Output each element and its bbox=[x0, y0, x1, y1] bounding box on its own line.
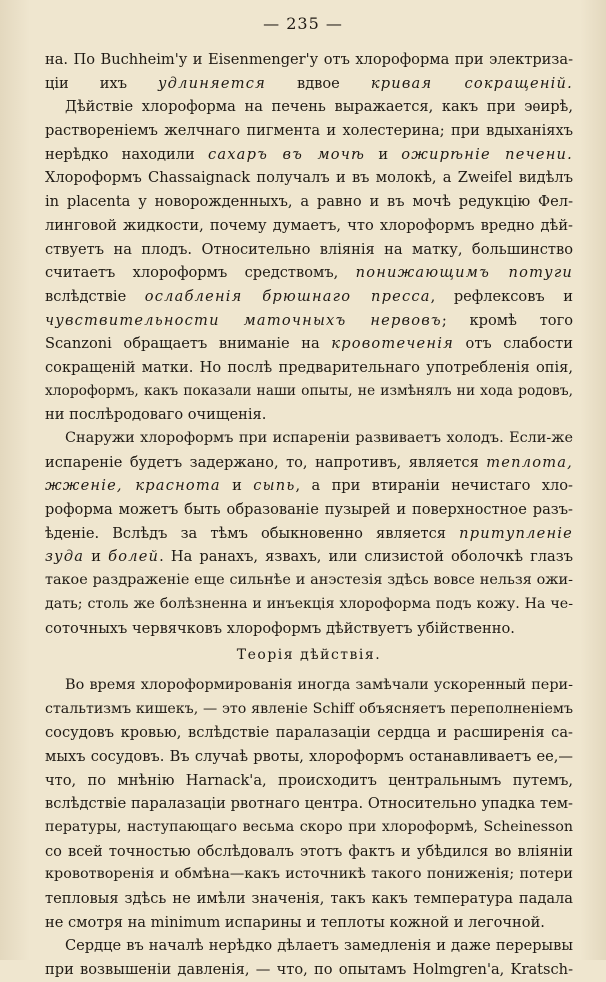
text-run: считаетъ хлороформъ средствомъ, bbox=[45, 264, 356, 282]
text-run: in placenta у новорожденныхъ, а равно и въ мочѣ редукцію Фел- bbox=[45, 193, 573, 211]
text-run: линговой жидкости, почему думаетъ, что хлороформъ вредно дѣй- bbox=[45, 216, 573, 234]
text-run: стальтизмъ кишекъ, — это явленіе Schiff объясняетъ переполненіемъ bbox=[45, 700, 573, 717]
text-line bbox=[45, 911, 573, 935]
text-run: ни послѣродоваго очищенія. bbox=[45, 406, 267, 424]
text-line bbox=[45, 285, 573, 309]
text-line bbox=[45, 309, 573, 333]
text-line bbox=[45, 238, 573, 262]
text-run: Scanzoni обращаетъ вниманіе на bbox=[45, 335, 332, 353]
emphasis-text: ожирѣніе печени. bbox=[401, 145, 573, 163]
text-run: соточныхъ червячковъ хлороформъ дѣйствуетъ убійственно. bbox=[45, 619, 515, 637]
text-line bbox=[45, 95, 573, 119]
emphasis-text: притупленіе bbox=[459, 524, 573, 542]
text-line bbox=[45, 48, 573, 72]
text-run: нерѣдко находили bbox=[45, 145, 208, 163]
text-line bbox=[45, 674, 573, 698]
emphasis-text: зуда bbox=[45, 548, 85, 566]
text-line bbox=[45, 840, 573, 864]
text-run: кровотворенія и обмѣна—какъ источникѣ такого пониженія; потери bbox=[45, 866, 573, 883]
text-line bbox=[45, 214, 573, 238]
text-line bbox=[45, 721, 573, 745]
text-run: ; кромѣ того bbox=[441, 311, 573, 329]
text-line bbox=[45, 380, 573, 404]
text-run: Дѣйствіе хлороформа на печень выражается, какъ при эѳирѣ, bbox=[65, 98, 573, 116]
text-line bbox=[45, 166, 573, 190]
text-line bbox=[45, 593, 573, 617]
text-line bbox=[45, 403, 573, 427]
text-line bbox=[45, 569, 573, 593]
text-line bbox=[45, 522, 573, 546]
text-run: пературы, наступающаго весьма скоро при хлороформѣ, Scheinesson bbox=[45, 819, 573, 836]
text-line bbox=[45, 545, 573, 569]
section-heading: Теорія дѣйствія. bbox=[236, 647, 382, 664]
text-run: Снаружи хлороформъ при испареніи развиваетъ холодъ. Если-же bbox=[65, 430, 573, 446]
text-run: хлороформъ, какъ показали наши опыты, не измѣнялъ ни хода родовъ, bbox=[45, 382, 573, 399]
text-line bbox=[45, 769, 573, 793]
text-line bbox=[45, 816, 573, 840]
text-run: ствуетъ на плодъ. Относительно вліянія на матку, большинство bbox=[45, 240, 573, 258]
text-run: на. По Buchheim'у и Eisenmenger'у отъ хлороформа при электриза- bbox=[45, 51, 573, 68]
text-line bbox=[45, 119, 573, 143]
text-line bbox=[45, 190, 573, 214]
text-run: мыхъ сосудовъ. Въ случаѣ рвоты, хлороформъ останавливаетъ ее,— bbox=[45, 747, 573, 765]
emphasis-text: понижающимъ потуги bbox=[355, 264, 573, 282]
text-run: не смотря на minimum испарины и теплоты кожной и легочной. bbox=[45, 913, 545, 931]
text-run: вслѣдствіе паралазаціи рвотнаго центра. Относительно упадка тем- bbox=[45, 795, 573, 813]
text-run: со всей точностью обслѣдовалъ этотъ фактъ и убѣдился во вліяніи bbox=[45, 842, 573, 860]
text-line bbox=[45, 474, 573, 498]
text-run: такое раздраженіе еще сильнѣе и анэстезія здѣсь вовсе нельзя ожи- bbox=[45, 572, 573, 589]
emphasis-text: болей bbox=[108, 548, 160, 566]
text-run: и bbox=[84, 548, 109, 566]
emphasis-text: жженіе, краснота bbox=[45, 477, 221, 495]
text-run: и bbox=[365, 145, 402, 163]
text-run: ціи ихъ bbox=[45, 74, 158, 92]
text-run: сосудовъ кровью, вслѣдствіе паралазаціи сердца и расширенія са- bbox=[45, 724, 573, 742]
text-line bbox=[45, 863, 573, 887]
text-line bbox=[45, 617, 573, 641]
emphasis-text: теплота, bbox=[486, 453, 573, 471]
text-run: и bbox=[220, 477, 254, 495]
text-line bbox=[45, 261, 573, 285]
text-line bbox=[45, 745, 573, 769]
text-line bbox=[45, 356, 573, 380]
page-number: — 235 — bbox=[263, 14, 343, 33]
emphasis-text: кривая сокращеній. bbox=[370, 74, 573, 92]
text-line bbox=[45, 958, 573, 982]
text-run: ѣденіе. Вслѣдъ за тѣмъ обыкновенно является bbox=[45, 524, 460, 542]
text-run: растворенiемъ желчнаго пигмента и холестерина; при вдыханiяхъ bbox=[45, 122, 573, 140]
text-run: при возвышеніи давленія, — что, по опытамъ Holmgren'а, Kratsch- bbox=[45, 961, 573, 979]
text-run: что, по мнѣнію Harnack'а, происходитъ центральнымъ путемъ, bbox=[45, 771, 573, 789]
emphasis-text: кровотеченія bbox=[331, 335, 454, 353]
emphasis-text: сахаръ въ мочѣ bbox=[207, 145, 366, 163]
text-line bbox=[45, 498, 573, 522]
text-line bbox=[45, 332, 573, 356]
text-run: сокращеній матки. Но послѣ предварительнаго употребленія опія, bbox=[45, 358, 573, 376]
text-line bbox=[45, 698, 573, 722]
text-run: , рефлексовъ и bbox=[430, 287, 573, 305]
text-line bbox=[45, 934, 573, 958]
emphasis-text: удлиняется bbox=[158, 74, 266, 92]
text-run: Во время хлороформированія иногда замѣчали ускоренный пери- bbox=[65, 676, 573, 693]
text-line bbox=[45, 451, 573, 475]
text-line bbox=[45, 427, 573, 451]
text-run: вдвое bbox=[266, 74, 371, 92]
text-line bbox=[45, 887, 573, 911]
text-line bbox=[45, 792, 573, 816]
text-run: дать; столь же болѣзненна и инъекція хлороформа подъ кожу. На че- bbox=[45, 595, 573, 612]
text-line bbox=[45, 143, 573, 167]
body-text bbox=[45, 48, 573, 982]
emphasis-text: сыпь bbox=[253, 477, 296, 495]
text-run: тепловыя здѣсь не имѣли значенія, такъ какъ температура падала bbox=[45, 890, 573, 908]
text-run: , а при втираніи нечистаго хло- bbox=[295, 477, 573, 495]
text-run: вслѣдствіе bbox=[45, 287, 145, 305]
text-run: испареніе будетъ задержано, то, напротивъ, является bbox=[45, 453, 487, 471]
text-run: . На ранахъ, язвахъ, или слизистой оболочкѣ глазъ bbox=[159, 548, 573, 566]
emphasis-text: ослабленія брюшнаго пресса bbox=[144, 287, 431, 305]
text-line bbox=[45, 72, 573, 96]
emphasis-text: чувствительности маточныхъ нервовъ bbox=[45, 311, 442, 329]
text-run: Хлороформъ Chassaignack получалъ и въ молокѣ, а Zweifel видѣлъ bbox=[45, 169, 573, 187]
text-run: Сердце въ началѣ нерѣдко дѣлаетъ замедленія и даже перерывы bbox=[65, 937, 573, 955]
text-run: роформа можетъ быть образованіе пузырей и поверхностное разъ- bbox=[45, 501, 573, 519]
text-run: отъ слабости bbox=[453, 335, 573, 353]
